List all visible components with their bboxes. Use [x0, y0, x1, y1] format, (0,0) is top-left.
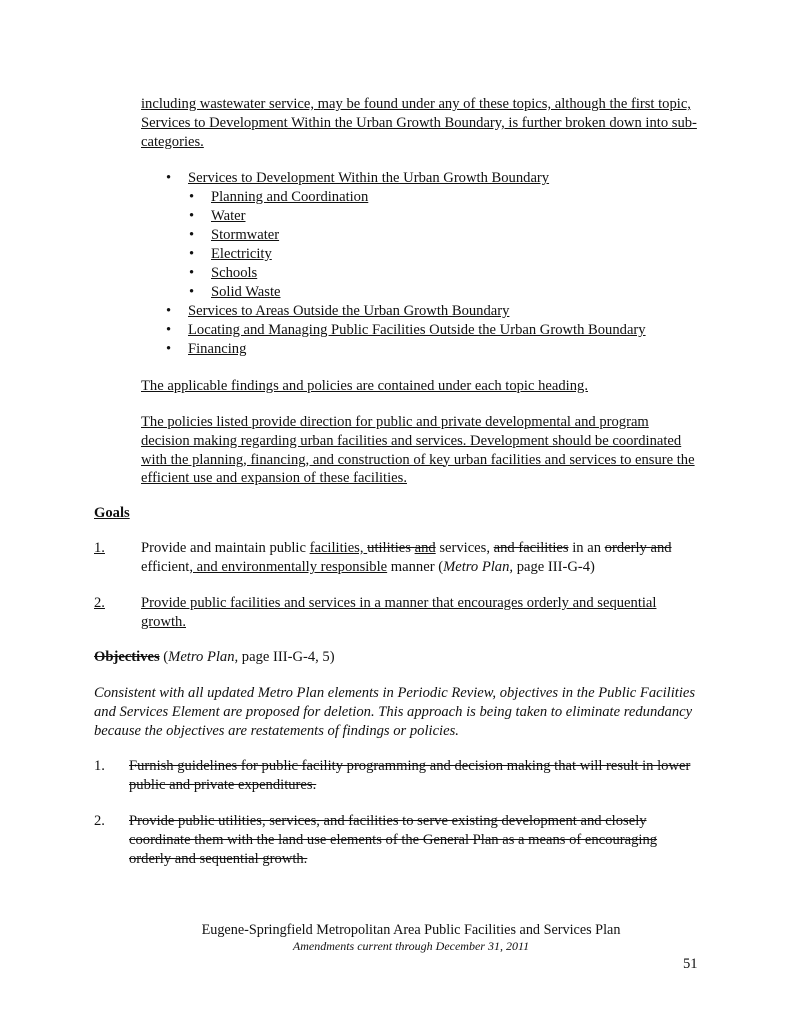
- goal-number: 2.: [94, 595, 105, 611]
- subtopic-item: [189, 188, 646, 207]
- objective-number: 2.: [94, 813, 105, 829]
- goal-text: [141, 539, 697, 577]
- goal-number: 1.: [94, 540, 105, 556]
- topic-list: [166, 169, 646, 359]
- objective-number: 1.: [94, 758, 105, 774]
- topic-item: [166, 302, 646, 321]
- goal-text-run: utilities: [367, 540, 415, 556]
- subtopic-item: [189, 264, 646, 283]
- objective-item: [94, 812, 697, 868]
- topic-label: Water: [211, 208, 246, 224]
- topic-label: Services to Development Within the Urban Growth Boundary: [188, 170, 550, 186]
- goals-heading: Goals: [94, 505, 130, 521]
- goal-text-run: and facilities: [493, 540, 569, 556]
- topic-label: Schools: [211, 265, 258, 281]
- applicable-paragraph: The applicable findings and policies are contained under each topic heading.: [141, 378, 588, 394]
- topic-item: [166, 169, 646, 188]
- subtopic-item: [189, 283, 646, 302]
- goal-text: [141, 594, 697, 632]
- goal-text-run: page III-G-4): [513, 558, 595, 575]
- goal-text-run: orderly and: [604, 540, 672, 556]
- goal-text-run: facilities,: [309, 540, 368, 556]
- topic-label: Solid Waste: [211, 284, 281, 300]
- topic-label: Locating and Managing Public Facilities Outside the Urban Growth Boundary: [188, 322, 646, 338]
- goal-text-run: Provide and maintain public: [141, 540, 310, 556]
- goal-item: [94, 594, 697, 632]
- page-number: 51: [683, 956, 698, 972]
- topic-label: Services to Areas Outside the Urban Growth Boundary: [188, 303, 510, 319]
- deletion-note: Consistent with all updated Metro Plan elements in Periodic Review, objectives in the Public Facilities and Services Element are proposed for deletion. This approach is being taken to eliminate redundancy because the objectives are restatements of findings or policies.: [94, 685, 696, 739]
- objective-text: Furnish guidelines for public facility programming and decision making that will result in lower public and private expenditures.: [129, 758, 691, 793]
- page-footer: [0, 922, 800, 954]
- objectives-heading: Objectives (Metro Plan, page III-G-4, 5): [94, 649, 335, 665]
- goal-text-run: in an: [568, 540, 605, 556]
- topic-item: [166, 340, 646, 359]
- intro-paragraph: [141, 95, 697, 151]
- topic-label: Planning and Coordination: [211, 189, 369, 205]
- goal-text-run: manner (: [387, 558, 444, 575]
- goal-text-run: services,: [435, 540, 494, 556]
- topic-label: Stormwater: [211, 227, 280, 243]
- goal-text-run: Provide public facilities and services in a manner that encourages orderly and sequential growth.: [141, 595, 657, 630]
- topic-label: Financing: [188, 341, 247, 357]
- footer-title: Eugene-Springfield Metropolitan Area Public Facilities and Services Plan: [201, 922, 621, 938]
- objective-text: Provide public utilities, services, and facilities to serve existing development and closely coordinate them with the land use elements of the General Plan as a means of encouraging orderly and sequential growth.: [129, 813, 658, 867]
- topic-label: Electricity: [211, 246, 272, 262]
- topic-item: [166, 321, 646, 340]
- footer-subtitle: Amendments current through December 31, 2011: [292, 939, 530, 953]
- subtopic-item: [189, 226, 646, 245]
- goal-text-run: efficient: [141, 558, 190, 575]
- policies-paragraph: The policies listed provide direction for public and private developmental and program decision making regarding urban facilities and services. Development should be coordinated with the planning, financing, and construction of key urban facilities and services to ensure the efficient use and expansion of these facilities.: [141, 414, 695, 487]
- subtopic-item: [189, 207, 646, 226]
- subtopic-item: [189, 245, 646, 264]
- goal-text-run: and: [414, 540, 436, 556]
- intro-text: including wastewater service, may be found under any of these topics, although the first topic, Services to Development Within the Urban Growth Boundary, is further broken down into sub-categories.: [141, 96, 697, 150]
- goal-text-run: Metro Plan,: [443, 558, 514, 575]
- goal-item: [94, 539, 697, 577]
- goal-text-run: , and environmentally responsible: [189, 558, 388, 575]
- objective-item: [94, 757, 697, 795]
